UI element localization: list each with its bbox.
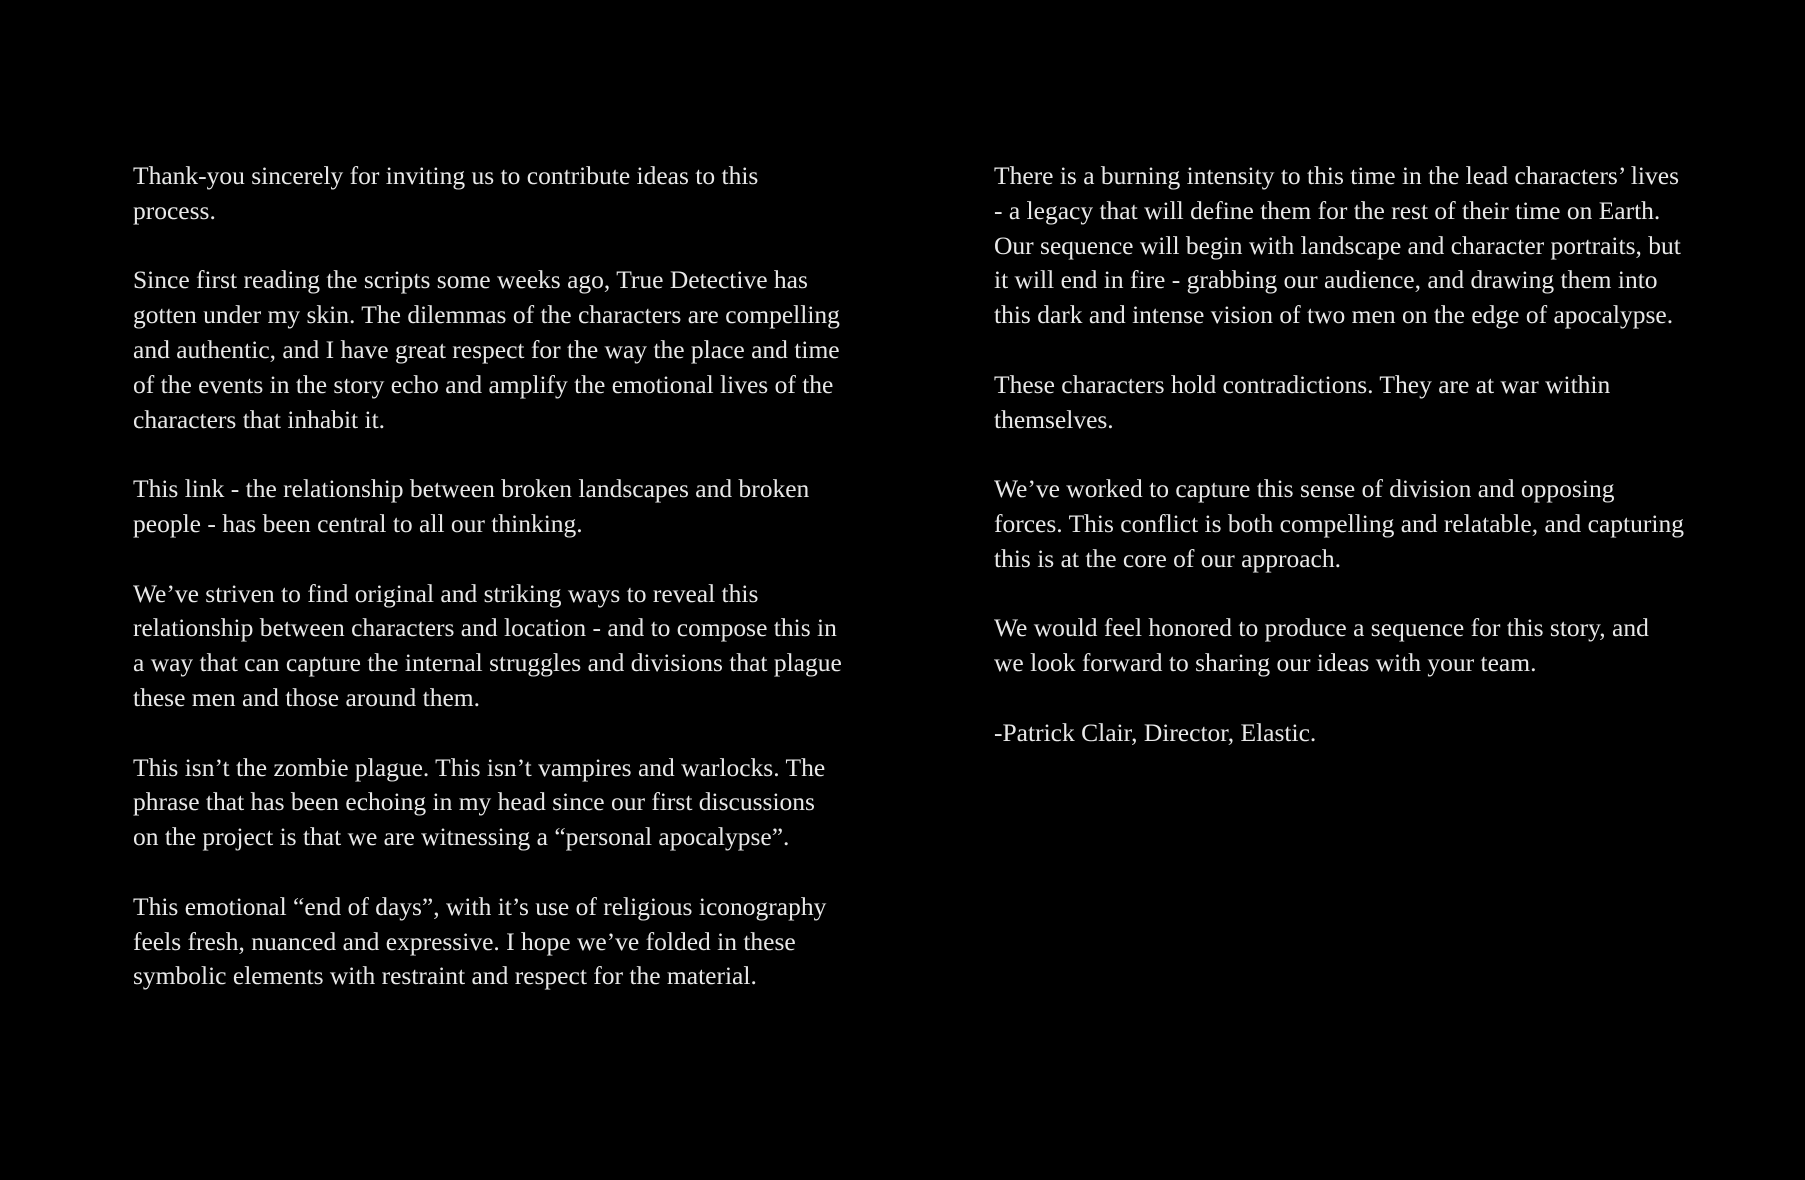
paragraph-end-of-days: This emotional “end of days”, with it’s use of religious iconography feels fresh, nuanced and expressive. I hope we’ve folded in these symbolic elements with restraint and respect for the material. bbox=[133, 891, 827, 991]
paragraph-first-reading: Since first reading the scripts some weeks ago, True Detective has gotten under my skin. The dilemmas of the characters are compelling and authentic, and I have great respect for the way the place and time of the events in the story echo and amplify the emotional lives of the characters that inhabit it. bbox=[133, 265, 840, 434]
paragraph-division: We’ve worked to capture this sense of division and opposing forces. This conflict is both compelling and relatable, and capturing this is at the core of our approach. bbox=[994, 474, 1684, 573]
paragraph-thank-you: Thank-you sincerely for inviting us to contribute ideas to this process. bbox=[133, 161, 759, 225]
paragraph-burning-intensity: There is a burning intensity to this time in the lead characters’ lives - a legacy that will define them for the rest of their time on Earth. Our sequence will begin with landscape and character portraits, but it will end in fire - grabbing our audience, and drawing them into this dark and intense vision of two men on the edge of apocalypse. bbox=[994, 161, 1681, 330]
paragraph-striven: We’ve striven to find original and striking ways to reveal this relationship between characters and location - and to compose this in a way that can capture the internal struggles and divisions that plague these men and those around them. bbox=[133, 578, 842, 712]
paragraph-contradictions: These characters hold contradictions. They are at war within themselves. bbox=[994, 369, 1611, 434]
left-text-column bbox=[133, 159, 845, 994]
paragraph-zombie-plague: This isn’t the zombie plague. This isn’t vampires and warlocks. The phrase that has been echoing in my head since our first discussions on the project is that we are witnessing a “personal apocalypse”. bbox=[133, 752, 826, 852]
paragraph-link: This link - the relationship between broken landscapes and broken people - has been central to all our thinking. bbox=[133, 474, 810, 538]
signature-line: -Patrick Clair, Director, Elastic. bbox=[994, 717, 1317, 747]
paragraph-honored: We would feel honored to produce a sequence for this story, and we look forward to sharing our ideas with your team. bbox=[994, 613, 1649, 678]
right-text-column bbox=[994, 159, 1684, 751]
